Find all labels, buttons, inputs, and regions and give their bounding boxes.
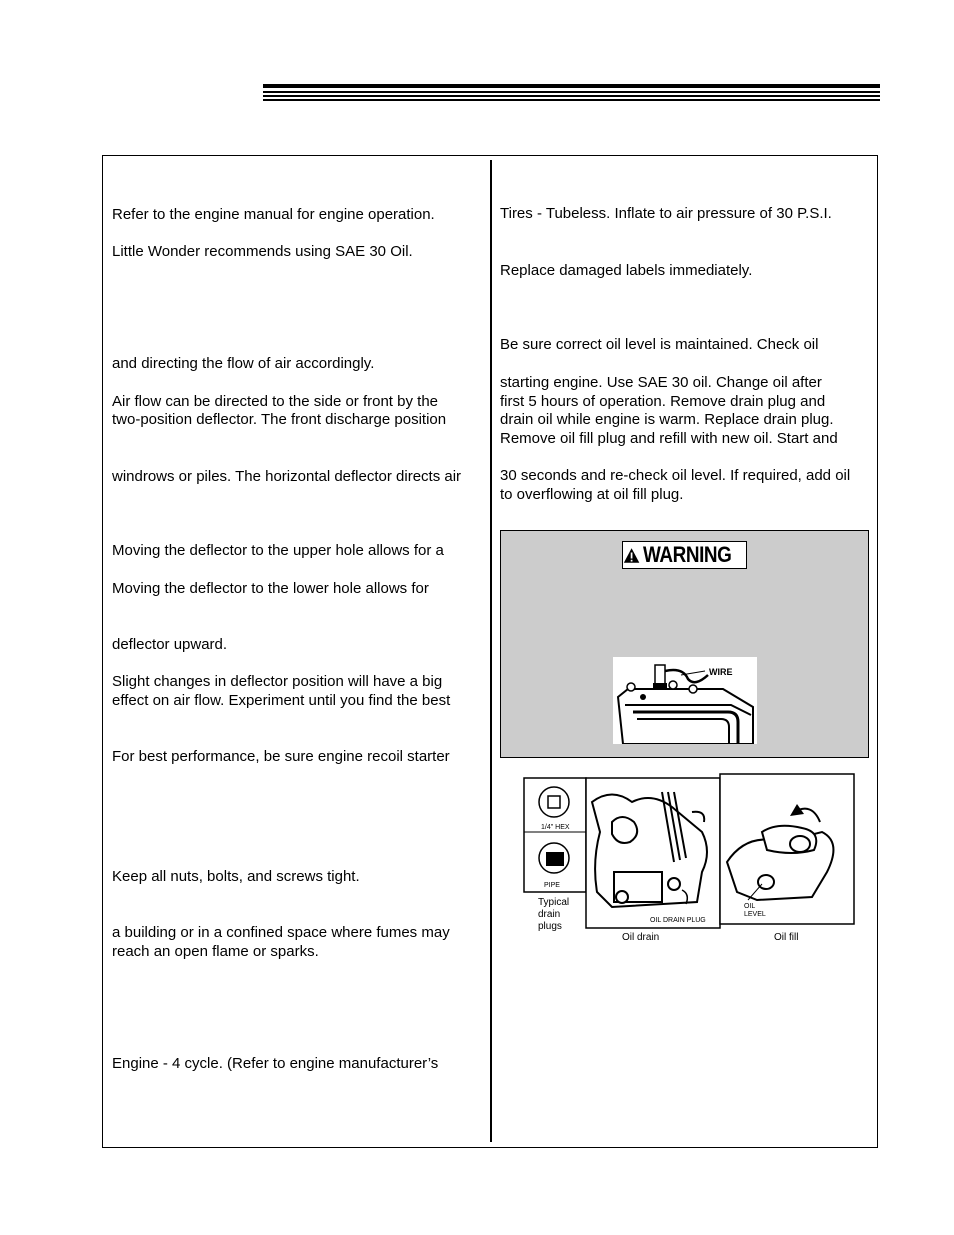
paragraph-oil-recheck: to overflowing at oil fill plug.: [500, 486, 684, 503]
wire-label: WIRE: [709, 667, 733, 677]
paragraph-oil-change: drain oil while engine is warm. Replace drain plug.: [500, 411, 834, 428]
typical-label: plugs: [538, 921, 562, 932]
paragraph-upper-hole: Moving the deflector to the upper hole allows for a: [112, 542, 444, 559]
column-divider: [490, 160, 492, 1142]
paragraph-recoil-starter: For best performance, be sure engine recoil starter: [112, 748, 450, 765]
warning-label-text: WARNING: [643, 542, 732, 567]
paragraph-oil-level: Be sure correct oil level is maintained. Check oil: [500, 336, 819, 353]
paragraph-oil-change: Remove oil fill plug and refill with new oil. Start and: [500, 430, 838, 447]
typical-label: Typical: [538, 897, 570, 908]
paragraph-nuts-bolts: Keep all nuts, bolts, and screws tight.: [112, 868, 360, 885]
paragraph-fumes: a building or in a confined space where fumes may: [112, 924, 450, 941]
paragraph-engine-manual: Refer to the engine manual for engine operation.: [112, 206, 435, 223]
paragraph-fumes: reach an open flame or sparks.: [112, 943, 319, 960]
oil-level-label: OIL: [744, 903, 756, 910]
warning-label: [622, 541, 747, 569]
paragraph-labels: Replace damaged labels immediately.: [500, 262, 753, 279]
typical-label: drain: [538, 909, 561, 920]
warning-box: [500, 530, 869, 758]
oil-level-label: LEVEL: [744, 911, 766, 918]
paragraph-tires: Tires - Tubeless. Inflate to air pressure of 30 P.S.I.: [500, 205, 832, 222]
paragraph-oil-recommendation: Little Wonder recommends using SAE 30 Oil.: [112, 243, 413, 260]
paragraph-air-flow: and directing the flow of air accordingly.: [112, 355, 375, 372]
header-rule: [263, 99, 880, 101]
warning-triangle-icon: [623, 546, 640, 565]
drain-plug-label: OIL DRAIN PLUG: [650, 917, 706, 924]
paragraph-deflector-line: Air flow can be directed to the side or front by the: [112, 393, 439, 410]
header-rule-thick: [263, 84, 880, 88]
caption-oil-fill: Oil fill: [774, 932, 799, 943]
hex-label: 1/4" HEX: [541, 824, 570, 831]
paragraph-engine-spec: Engine - 4 cycle. (Refer to engine manufacturer’s: [112, 1055, 439, 1072]
header-rule: [263, 91, 880, 93]
paragraph-deflector-changes: effect on air flow. Experiment until you find the best: [112, 692, 451, 709]
pipe-label: PIPE: [544, 882, 560, 889]
paragraph-oil-change: starting engine. Use SAE 30 oil. Change oil after: [500, 374, 822, 391]
spark-plug-wire-image: [613, 657, 757, 744]
paragraph-deflector-upward: deflector upward.: [112, 636, 228, 653]
paragraph-deflector-changes: Slight changes in deflector position will have a big: [112, 673, 443, 690]
paragraph-deflector-line: windrows or piles. The horizontal deflector directs air: [112, 468, 462, 485]
paragraph-oil-recheck: 30 seconds and re-check oil level. If required, add oil: [500, 467, 851, 484]
paragraph-deflector-line: two-position deflector. The front discharge position: [112, 411, 447, 428]
oil-drain-fill-figure: [522, 772, 858, 944]
header-rule: [263, 95, 880, 97]
paragraph-lower-hole: Moving the deflector to the lower hole allows for: [112, 580, 429, 597]
paragraph-oil-change: first 5 hours of operation. Remove drain plug and: [500, 393, 826, 410]
caption-oil-drain: Oil drain: [622, 932, 660, 943]
